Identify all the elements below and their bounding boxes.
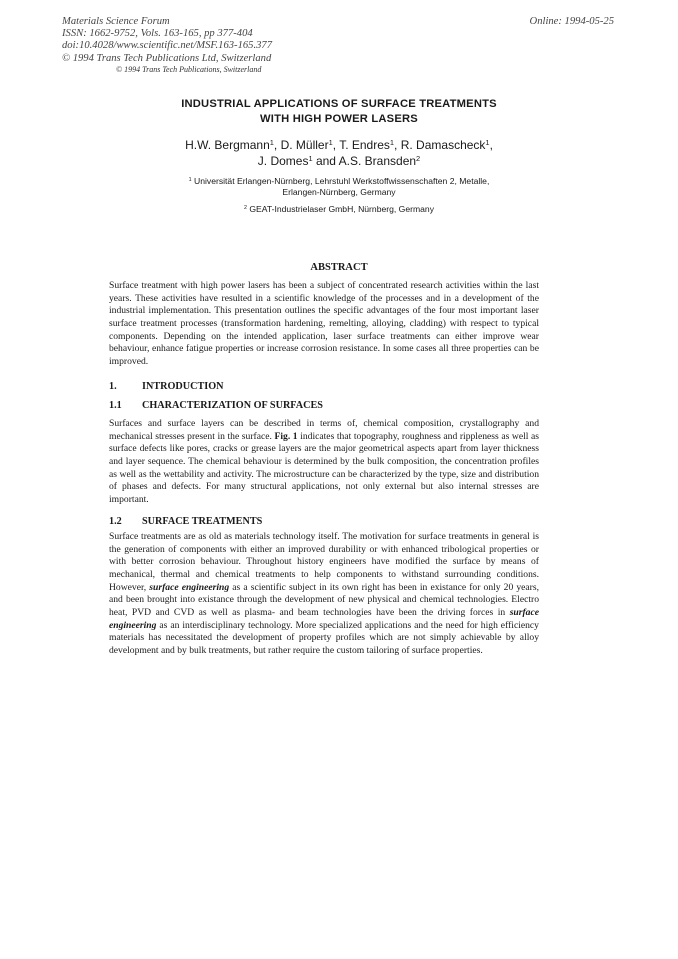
affiliation-text: Universität Erlangen-Nürnberg, Lehrstuhl Werkstoffwissenschaften 2, Metalle, (194, 176, 490, 186)
affiliation-mark: 1 (188, 177, 192, 184)
section-number: 1.1 (109, 400, 122, 411)
abstract-text: Surface treatment with high power lasers has been a subject of concentrated research activities within the last years. These activities have resulted in a scientific knowledge of the processes and in a development of the industrial implementation. This presentation outlines the specific advantages of the four most important laser surface treatment processes (transformation hardening, remelting, alloying, cladding) with respect to typical components. Depending on the intended application, laser surface treatments can either improve wear behaviour, enhance fatigue properties or increase corrosion resistance. In some cases all three properties can be improved. (109, 280, 539, 367)
section-number: 1. (109, 381, 117, 392)
online-date: Online: 1994-05-25 (529, 16, 614, 27)
copyright-line: © 1994 Trans Tech Publications Ltd, Switzerland (62, 52, 272, 64)
author-list (110, 138, 568, 169)
author-affiliation-mark: 1 (389, 137, 395, 147)
paragraph-surface-treatments: Surface treatments are as old as materials technology itself. The motivation for surface treatments in general is the generation of components with either an improved durability or with enhanced tribological properties or with better corrosion behaviour. Throughout history engineers have modified the surface by means of mechanical, thermal and chemical treatments to help components to withstand surrounding conditions. However, surface engineering as a scientific subject in its own right has been in existance for only 20 years, and been brought into existance through the development of new physical and chemical technologies. Electro heat, PVD and CVD as well as plasma- and beam technologies have been the driving forces in surface engineering as an interdisciplinary technology. More specialized applications and the need for high efficiency materials has necessitated the development of property profiles which are not simply achievable by alloy development and by bulk treatments, but rather require the custom tailoring of surface properties. (109, 531, 540, 656)
author-affiliation-mark: 1 (308, 153, 313, 163)
emphasis-term: surface engineering (109, 606, 539, 631)
doi-line[interactable]: doi:10.4028/www.scientific.net/MSF.163-165.377 (62, 40, 272, 52)
author-line-1: H.W. Bergmann$^1$, D. Müller$^1$, T. Endres$^1$, R. Damascheck$^1$, (185, 137, 493, 152)
affiliation-1 (110, 176, 568, 199)
section-title: INTRODUCTION (142, 381, 224, 392)
author-affiliation-mark: 1 (269, 137, 274, 147)
paragraph-characterization: Surfaces and surface layers can be described in terms of, chemical composition, crystallography and mechanical stresses present in the surface. Fig. 1 indicates that topography, roughness and rippleness as well as surface defects like pores, cracks or grease layers are the major geometrical aspects apart from layer thickness and layer sequence. The chemical behaviour is determined by the bulk composition, the concentration profiles as well as the wettability and activity. The microstructure can be characterized by the type, size and distribution of phases and defects. For many structural applications, not only external but also internal stresses are important. (109, 418, 539, 505)
affiliation-text: Erlangen-Nürnberg, Germany (282, 187, 396, 198)
subsection-heading-surface-treatments (109, 516, 262, 527)
author-affiliation-mark: 2 (416, 153, 421, 163)
author-name: D. Müller (280, 138, 329, 152)
title-line-2: WITH HIGH POWER LASERS (260, 113, 418, 125)
figure-reference[interactable]: Fig. 1 (274, 430, 298, 442)
abstract-heading: ABSTRACT (310, 262, 368, 273)
affiliation-text: GEAT-Industrielaser GmbH, Nürnberg, Germany (249, 204, 435, 214)
author-line-2: J. Domes$^1$ and A.S. Bransden$^2$ (257, 153, 421, 168)
copyright-small: © 1994 Trans Tech Publications, Switzerland (116, 65, 262, 74)
affiliation-2 (110, 204, 568, 215)
publication-meta (62, 16, 272, 65)
subsection-heading-characterization (109, 400, 323, 411)
author-name: R. Damascheck (400, 138, 486, 152)
section-heading-introduction (109, 381, 224, 392)
author-name: A.S. Bransden (338, 153, 417, 168)
affiliation-mark: 2 (243, 205, 247, 212)
section-title: CHARACTERIZATION OF SURFACES (142, 400, 323, 411)
emphasis-term: surface engineering (149, 581, 230, 593)
author-affiliation-mark: 1 (328, 137, 333, 147)
title-line-1: INDUSTRIAL APPLICATIONS OF SURFACE TREATMENTS (181, 98, 497, 110)
author-name: T. Endres (339, 138, 390, 152)
journal-name: Materials Science Forum (62, 16, 170, 27)
author-name: H.W. Bergmann (185, 138, 270, 152)
author-name: J. Domes (257, 153, 309, 168)
section-title: SURFACE TREATMENTS (142, 516, 263, 527)
author-affiliation-mark: 1 (485, 137, 490, 147)
paper-title (110, 97, 568, 127)
issn-line: ISSN: 1662-9752, Vols. 163-165, pp 377-404 (62, 28, 253, 40)
section-number: 1.2 (109, 516, 122, 527)
